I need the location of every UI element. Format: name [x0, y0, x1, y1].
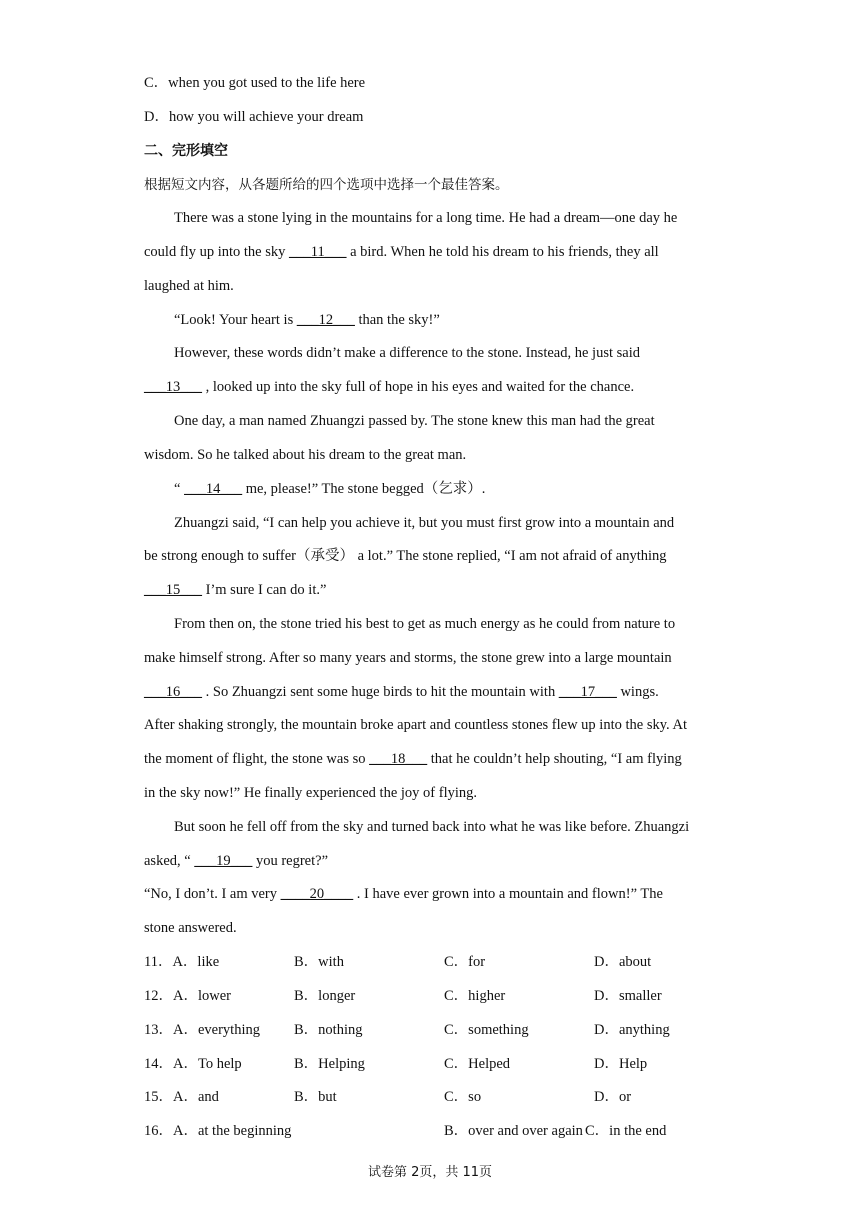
blank-17: ___17___	[558, 684, 617, 700]
blank-20: ____20____	[280, 886, 354, 902]
passage-line	[144, 243, 659, 261]
option-b: B．Helping	[294, 1056, 365, 1072]
passage-text: I’m sure I can do it.”	[202, 582, 327, 598]
option-c: C．higher	[444, 988, 506, 1004]
passage-text: me, please!” The stone begged（乞求）.	[242, 481, 486, 497]
passage-line: However, these words didn’t make a difference to the stone. Instead, he just said	[174, 345, 640, 361]
passage-line: be strong enough to suffer（承受） a lot.” The stone replied, “I am not afraid of anything	[144, 548, 667, 564]
passage-line: laughed at him.	[144, 278, 234, 294]
prev-option-c: C．when you got used to the life here	[144, 75, 366, 91]
section-instruction: 根据短文内容，从各题所给的四个选项中选择一个最佳答案。	[144, 177, 509, 193]
passage-line	[144, 581, 326, 599]
question-15: 15．A．and	[144, 1089, 219, 1105]
option-c: C．so	[444, 1089, 482, 1105]
passage-text: asked, “	[144, 853, 195, 869]
question-14: 14．A．To help	[144, 1056, 242, 1072]
option-c: C．in the end	[585, 1123, 667, 1139]
question-13: 13．A．everything	[144, 1022, 260, 1038]
passage-line: stone answered.	[144, 920, 237, 936]
passage-text: “Look! Your heart is	[174, 312, 297, 328]
option-c: C．Helped	[444, 1056, 511, 1072]
passage-text: , looked up into the sky full of hope in his eyes and waited for the chance.	[202, 379, 635, 395]
blank-15: ___15___	[144, 582, 202, 598]
passage-text: could fly up into the sky	[144, 244, 289, 260]
blank-19: ___19___	[194, 853, 253, 869]
passage-line: wisdom. So he talked about his dream to the great man.	[144, 447, 467, 463]
option-b: B．but	[294, 1089, 337, 1105]
passage-text: “	[174, 481, 185, 497]
option-d: D．Help	[594, 1056, 648, 1072]
passage-line: make himself strong. After so many years and storms, the stone grew into a large mountain	[144, 650, 672, 666]
passage-text: that he couldn’t help shouting, “I am flying	[427, 751, 682, 767]
option-b: B．over and over again	[444, 1123, 583, 1139]
prev-option-d: D．how you will achieve your dream	[144, 109, 364, 125]
passage-text: . So Zhuangzi sent some huge birds to hit the mountain with	[202, 684, 559, 700]
passage-line	[144, 852, 328, 870]
passage-text: wings.	[616, 684, 659, 700]
passage-line	[144, 885, 663, 903]
question-11: 11．A．like	[144, 954, 220, 970]
passage-line: After shaking strongly, the mountain broke apart and countless stones flew up into the sky. At	[144, 717, 687, 733]
option-c: C．something	[444, 1022, 529, 1038]
passage-text: than the sky!”	[354, 312, 440, 328]
option-d: D．about	[594, 954, 652, 970]
passage-line: Zhuangzi said, “I can help you achieve it, but you must first grow into a mountain and	[174, 515, 675, 531]
blank-14: ___14___	[184, 481, 243, 497]
blank-18: ___18___	[369, 751, 428, 767]
option-d: D．or	[594, 1089, 632, 1105]
option-d: D．smaller	[594, 988, 662, 1004]
option-c: C．for	[444, 954, 486, 970]
blank-11: ___11___	[289, 244, 347, 260]
question-12: 12．A．lower	[144, 988, 231, 1004]
question-16: 16．A．at the beginning	[144, 1123, 292, 1139]
passage-line: But soon he fell off from the sky and turned back into what he was like before. Zhuangzi	[174, 819, 690, 835]
page-footer: 试卷第 2页，共 11页	[367, 1165, 493, 1180]
option-b: B．nothing	[294, 1022, 363, 1038]
passage-line: There was a stone lying in the mountains for a long time. He had a dream—one day he	[174, 210, 678, 226]
passage-text: you regret?”	[252, 853, 329, 869]
passage-text: the moment of flight, the stone was so	[144, 751, 370, 767]
section-title: 二、完形填空	[144, 143, 228, 159]
passage-line	[144, 750, 682, 768]
option-d: D．anything	[594, 1022, 670, 1038]
blank-16: ___16___	[144, 684, 202, 700]
passage-line	[144, 378, 634, 396]
passage-line: From then on, the stone tried his best to get as much energy as he could from nature to	[174, 616, 676, 632]
passage-line: in the sky now!” He finally experienced the joy of flying.	[144, 785, 477, 801]
passage-text: . I have ever grown into a mountain and flown!” The	[353, 886, 663, 902]
passage-text: a bird. When he told his dream to his friends, they all	[346, 244, 659, 260]
option-b: B．with	[294, 954, 344, 970]
blank-13: ___13___	[144, 379, 202, 395]
option-b: B．longer	[294, 988, 356, 1004]
passage-line	[174, 311, 440, 329]
blank-12: ___12___	[296, 312, 355, 328]
passage-line	[144, 683, 659, 701]
passage-text: “No, I don’t. I am very	[144, 886, 281, 902]
passage-line: One day, a man named Zhuangzi passed by. The stone knew this man had the great	[174, 413, 655, 429]
passage-line	[174, 480, 485, 498]
